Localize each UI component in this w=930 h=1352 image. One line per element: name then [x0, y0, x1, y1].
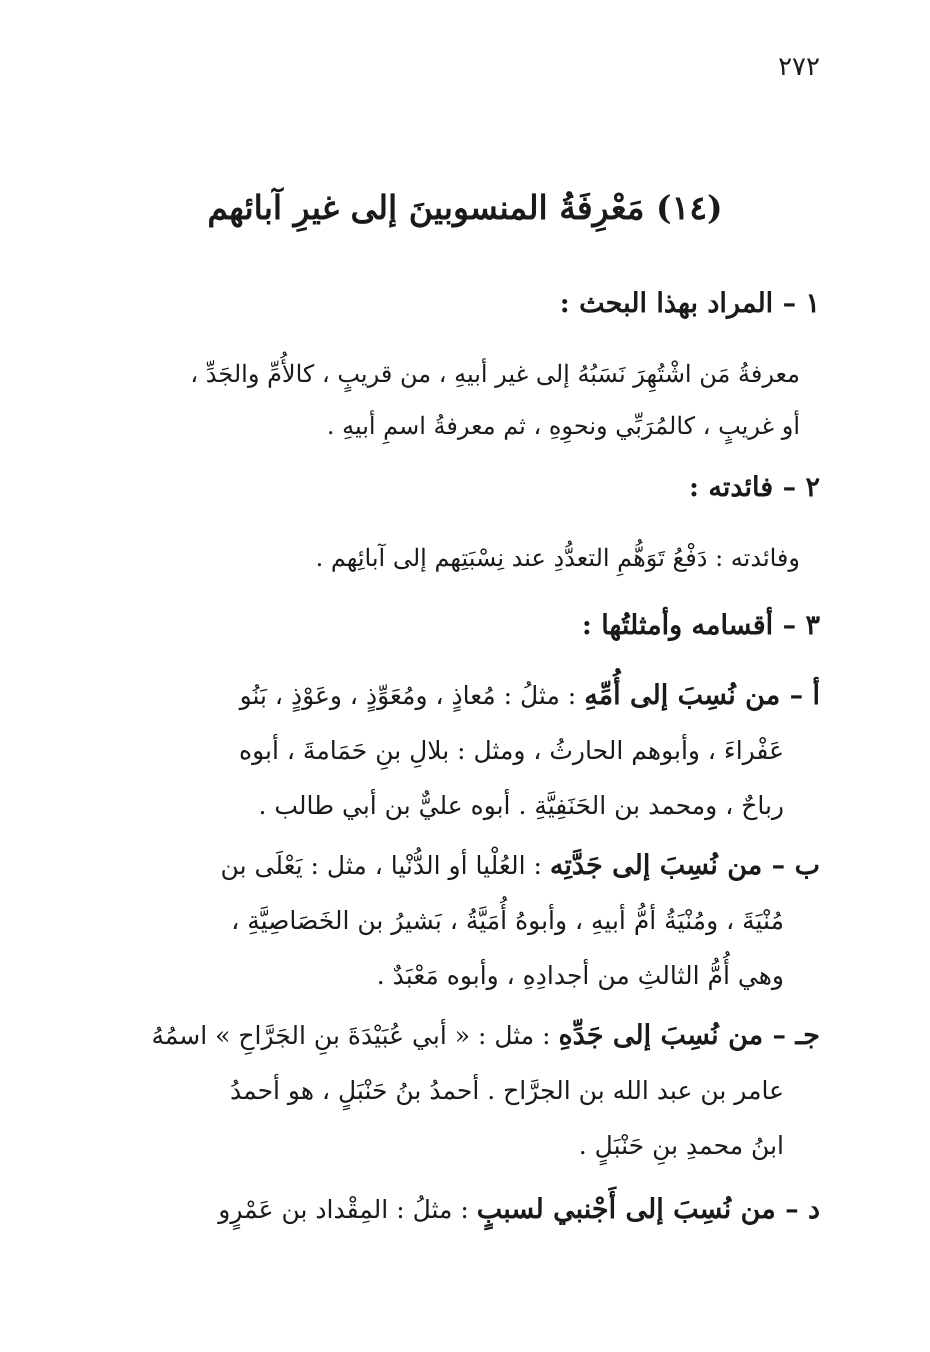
item-text: : مثلُ : مُعاذٍ ، ومُعَوِّذٍ ، وعَوْذٍ ، بَنُو	[239, 681, 585, 710]
item-label: أ – من نُسِبَ إلى أُمِّهِ	[584, 680, 820, 711]
page-number: ٢٧٢	[778, 52, 820, 82]
section-heading-2: ٢ – فائدته :	[689, 472, 820, 503]
item-first-line	[120, 1182, 820, 1237]
paragraph-line: وفائدته : دَفْعُ تَوَهُّمِ التعدُّدِ عند نِسْبَتِهم إلى آبائِهم .	[315, 544, 800, 572]
list-item-b	[120, 838, 820, 1003]
item-first-line	[120, 838, 820, 893]
list-item-d	[120, 1182, 820, 1237]
item-body	[120, 723, 820, 833]
paragraph-line: معرفةُ مَن اشْتُهِرَ نَسَبُهُ إلى غير أبيهِ ، من قريبٍ ، كالأُمِّ والجَدِّ ،	[190, 360, 800, 388]
item-first-line	[120, 1008, 820, 1063]
item-label: ب – من نُسِبَ إلى جَدَّتِه	[549, 850, 820, 881]
item-text: : مثل : « أبي عُبَيْدَةَ بنِ الجَرَّاحِ » اسمُهُ	[151, 1021, 559, 1050]
item-body	[120, 893, 820, 1003]
item-label: د – من نُسِبَ إلى أَجْنبي لسببٍ	[476, 1194, 820, 1225]
item-line: عَفْراءَ ، وأبوهم الحارثُ ، ومثل : بلالِ بنِ حَمَامةَ ، أبوه	[239, 736, 784, 765]
chapter-title: (١٤) مَعْرِفَةُ المنسوبينَ إلى غيرِ آبائهم	[207, 188, 723, 227]
item-body	[120, 1063, 820, 1173]
section-2-paragraph	[120, 532, 800, 584]
item-line: عامر بن عبد الله بن الجرَّاح . أحمدُ بنُ حَنْبَلٍ ، هو أحمدُ	[230, 1076, 784, 1105]
item-text: : مثلُ : المِقْداد بن عَمْرٍو	[218, 1195, 477, 1224]
item-text: : العُلْيا أو الدُّنْيا ، مثل : يَعْلَى بن	[220, 851, 550, 880]
item-first-line	[120, 668, 820, 723]
section-1-paragraph	[120, 348, 800, 452]
list-item-a	[120, 668, 820, 833]
section-heading-1: ١ – المراد بهذا البحث :	[559, 288, 820, 319]
item-label: جـ – من نُسِبَ إلى جَدِّهِ	[558, 1020, 820, 1051]
section-heading-3: ٣ – أقسامه وأمثلتُها :	[581, 610, 820, 641]
item-line: ابنُ محمدِ بنِ حَنْبَلٍ .	[578, 1131, 784, 1160]
item-line: رباحٌ ، ومحمد بن الحَنَفِيَّةِ . أبوه عليٌّ بن أبي طالب .	[258, 791, 784, 820]
list-item-c	[120, 1008, 820, 1173]
item-line: مُنْيَةَ ، ومُنْيَةُ أمُّ أبيهِ ، وأبوهُ أُمَيَّةُ ، بَشيرُ بن الخَصَاصِيَّةِ ،	[231, 906, 784, 935]
paragraph-line: أو غريبٍ ، كالمُرَبِّي ونحوِهِ ، ثم معرفةُ اسمِ أبيهِ .	[326, 412, 800, 440]
item-line: وهي أُمُّ الثالثِ من أجدادِهِ ، وأبوه مَعْبَدٌ .	[376, 961, 784, 990]
